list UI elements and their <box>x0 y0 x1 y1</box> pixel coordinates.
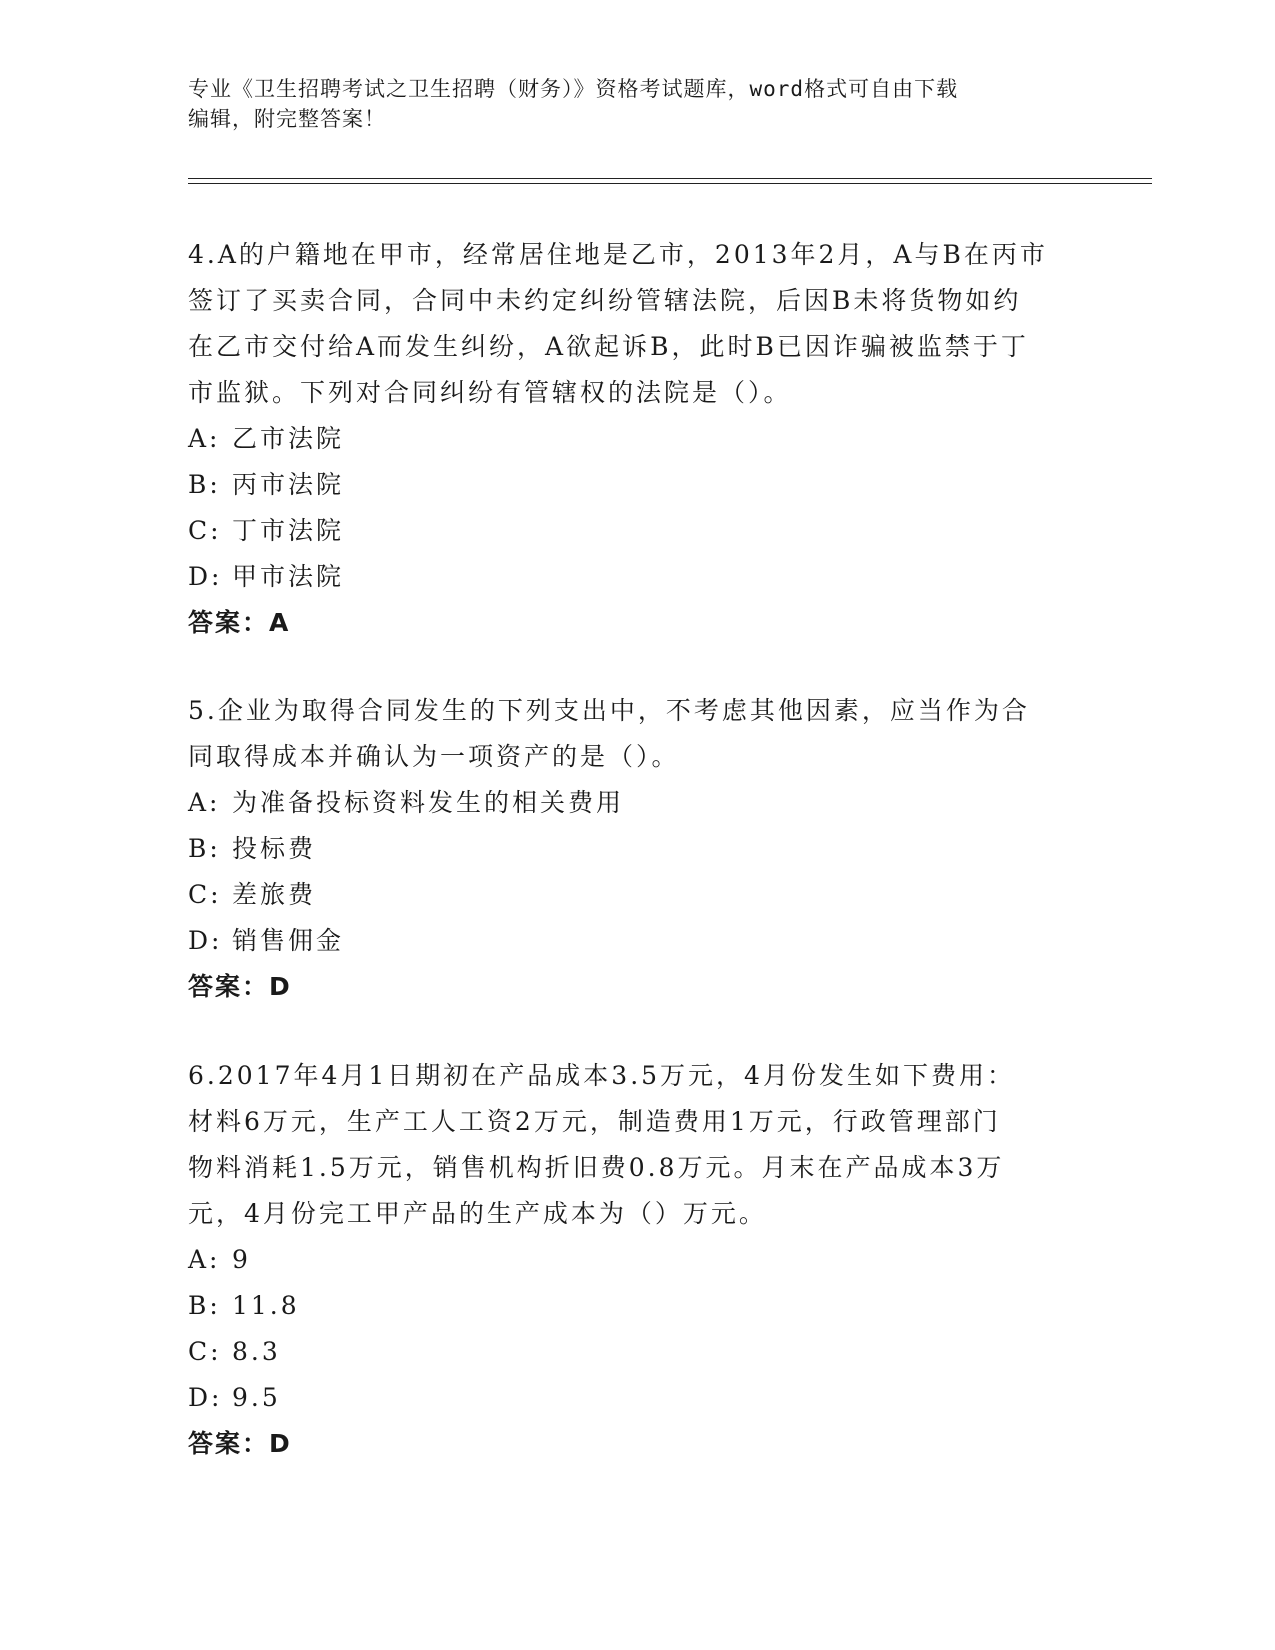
option-key: B: <box>188 470 221 499</box>
header-line-1: 专业《卫生招聘考试之卫生招聘（财务）》资格考试题库，word格式可自由下载 <box>188 77 959 101</box>
option-key: C: <box>188 516 222 545</box>
stem-line: 在乙市交付给A而发生纠纷，A欲起诉B，此时B已因诈骗被监禁于丁 <box>188 332 1029 361</box>
option-b <box>188 1283 1088 1329</box>
stem-line: 签订了买卖合同，合同中未约定纠纷管辖法院，后因B未将货物如约 <box>188 286 1022 315</box>
answer-line: 答案：D <box>188 1429 292 1458</box>
option-a <box>188 1237 1088 1283</box>
stem-line: 6.2017年4月1日期初在产品成本3.5万元，4月份发生如下费用： <box>188 1061 1015 1090</box>
option-d <box>188 918 1088 964</box>
option-text: 9 <box>232 1245 251 1274</box>
option-text: 差旅费 <box>232 880 317 909</box>
option-key: C: <box>188 1337 222 1366</box>
question-stem <box>188 688 1088 780</box>
option-key: D: <box>188 562 223 591</box>
stem-line: 材料6万元，生产工人工资2万元，制造费用1万元，行政管理部门 <box>188 1107 1001 1136</box>
option-c <box>188 508 1088 554</box>
option-a <box>188 780 1088 826</box>
option-c <box>188 872 1088 918</box>
stem-line: 同取得成本并确认为一项资产的是（）。 <box>188 742 680 771</box>
option-b <box>188 826 1088 872</box>
option-text: 9.5 <box>232 1383 281 1412</box>
stem-line: 元，4月份完工甲产品的生产成本为（）万元。 <box>188 1199 767 1228</box>
header-divider-bottom <box>188 183 1152 184</box>
option-text: 销售佣金 <box>232 926 345 955</box>
answer-line: 答案：A <box>188 608 291 637</box>
question-4 <box>188 232 1088 646</box>
stem-line: 物料消耗1.5万元，销售机构折旧费0.8万元。月末在产品成本3万 <box>188 1153 1005 1182</box>
option-text: 甲市法院 <box>232 562 345 591</box>
option-key: A: <box>188 424 221 453</box>
question-stem <box>188 1053 1088 1237</box>
option-text: 为准备投标资料发生的相关费用 <box>232 788 625 817</box>
option-text: 投标费 <box>232 834 317 863</box>
option-b <box>188 462 1088 508</box>
option-a <box>188 416 1088 462</box>
option-text: 11.8 <box>232 1291 300 1320</box>
option-text: 8.3 <box>232 1337 281 1366</box>
answer-line: 答案：D <box>188 972 292 1001</box>
option-text: 丙市法院 <box>232 470 345 499</box>
option-key: B: <box>188 834 221 863</box>
option-text: 丁市法院 <box>232 516 345 545</box>
option-d <box>188 554 1088 600</box>
option-key: A: <box>188 1245 221 1274</box>
stem-line: 5.企业为取得合同发生的下列支出中，不考虑其他因素，应当作为合 <box>188 696 1030 725</box>
option-c <box>188 1329 1088 1375</box>
option-key: A: <box>188 788 221 817</box>
stem-line: 4.A的户籍地在甲市，经常居住地是乙市，2013年2月，A与B在丙市 <box>188 240 1048 269</box>
stem-line: 市监狱。下列对合同纠纷有管辖权的法院是（）。 <box>188 378 792 407</box>
option-key: B: <box>188 1291 221 1320</box>
header-divider-top <box>188 178 1152 179</box>
header-line-2: 编辑，附完整答案！ <box>188 107 386 131</box>
document-header <box>188 74 1088 134</box>
question-6 <box>188 1053 1088 1467</box>
option-d <box>188 1375 1088 1421</box>
question-5 <box>188 688 1088 1010</box>
option-key: D: <box>188 926 223 955</box>
option-text: 乙市法院 <box>232 424 345 453</box>
option-key: D: <box>188 1383 223 1412</box>
option-key: C: <box>188 880 222 909</box>
question-stem <box>188 232 1088 416</box>
